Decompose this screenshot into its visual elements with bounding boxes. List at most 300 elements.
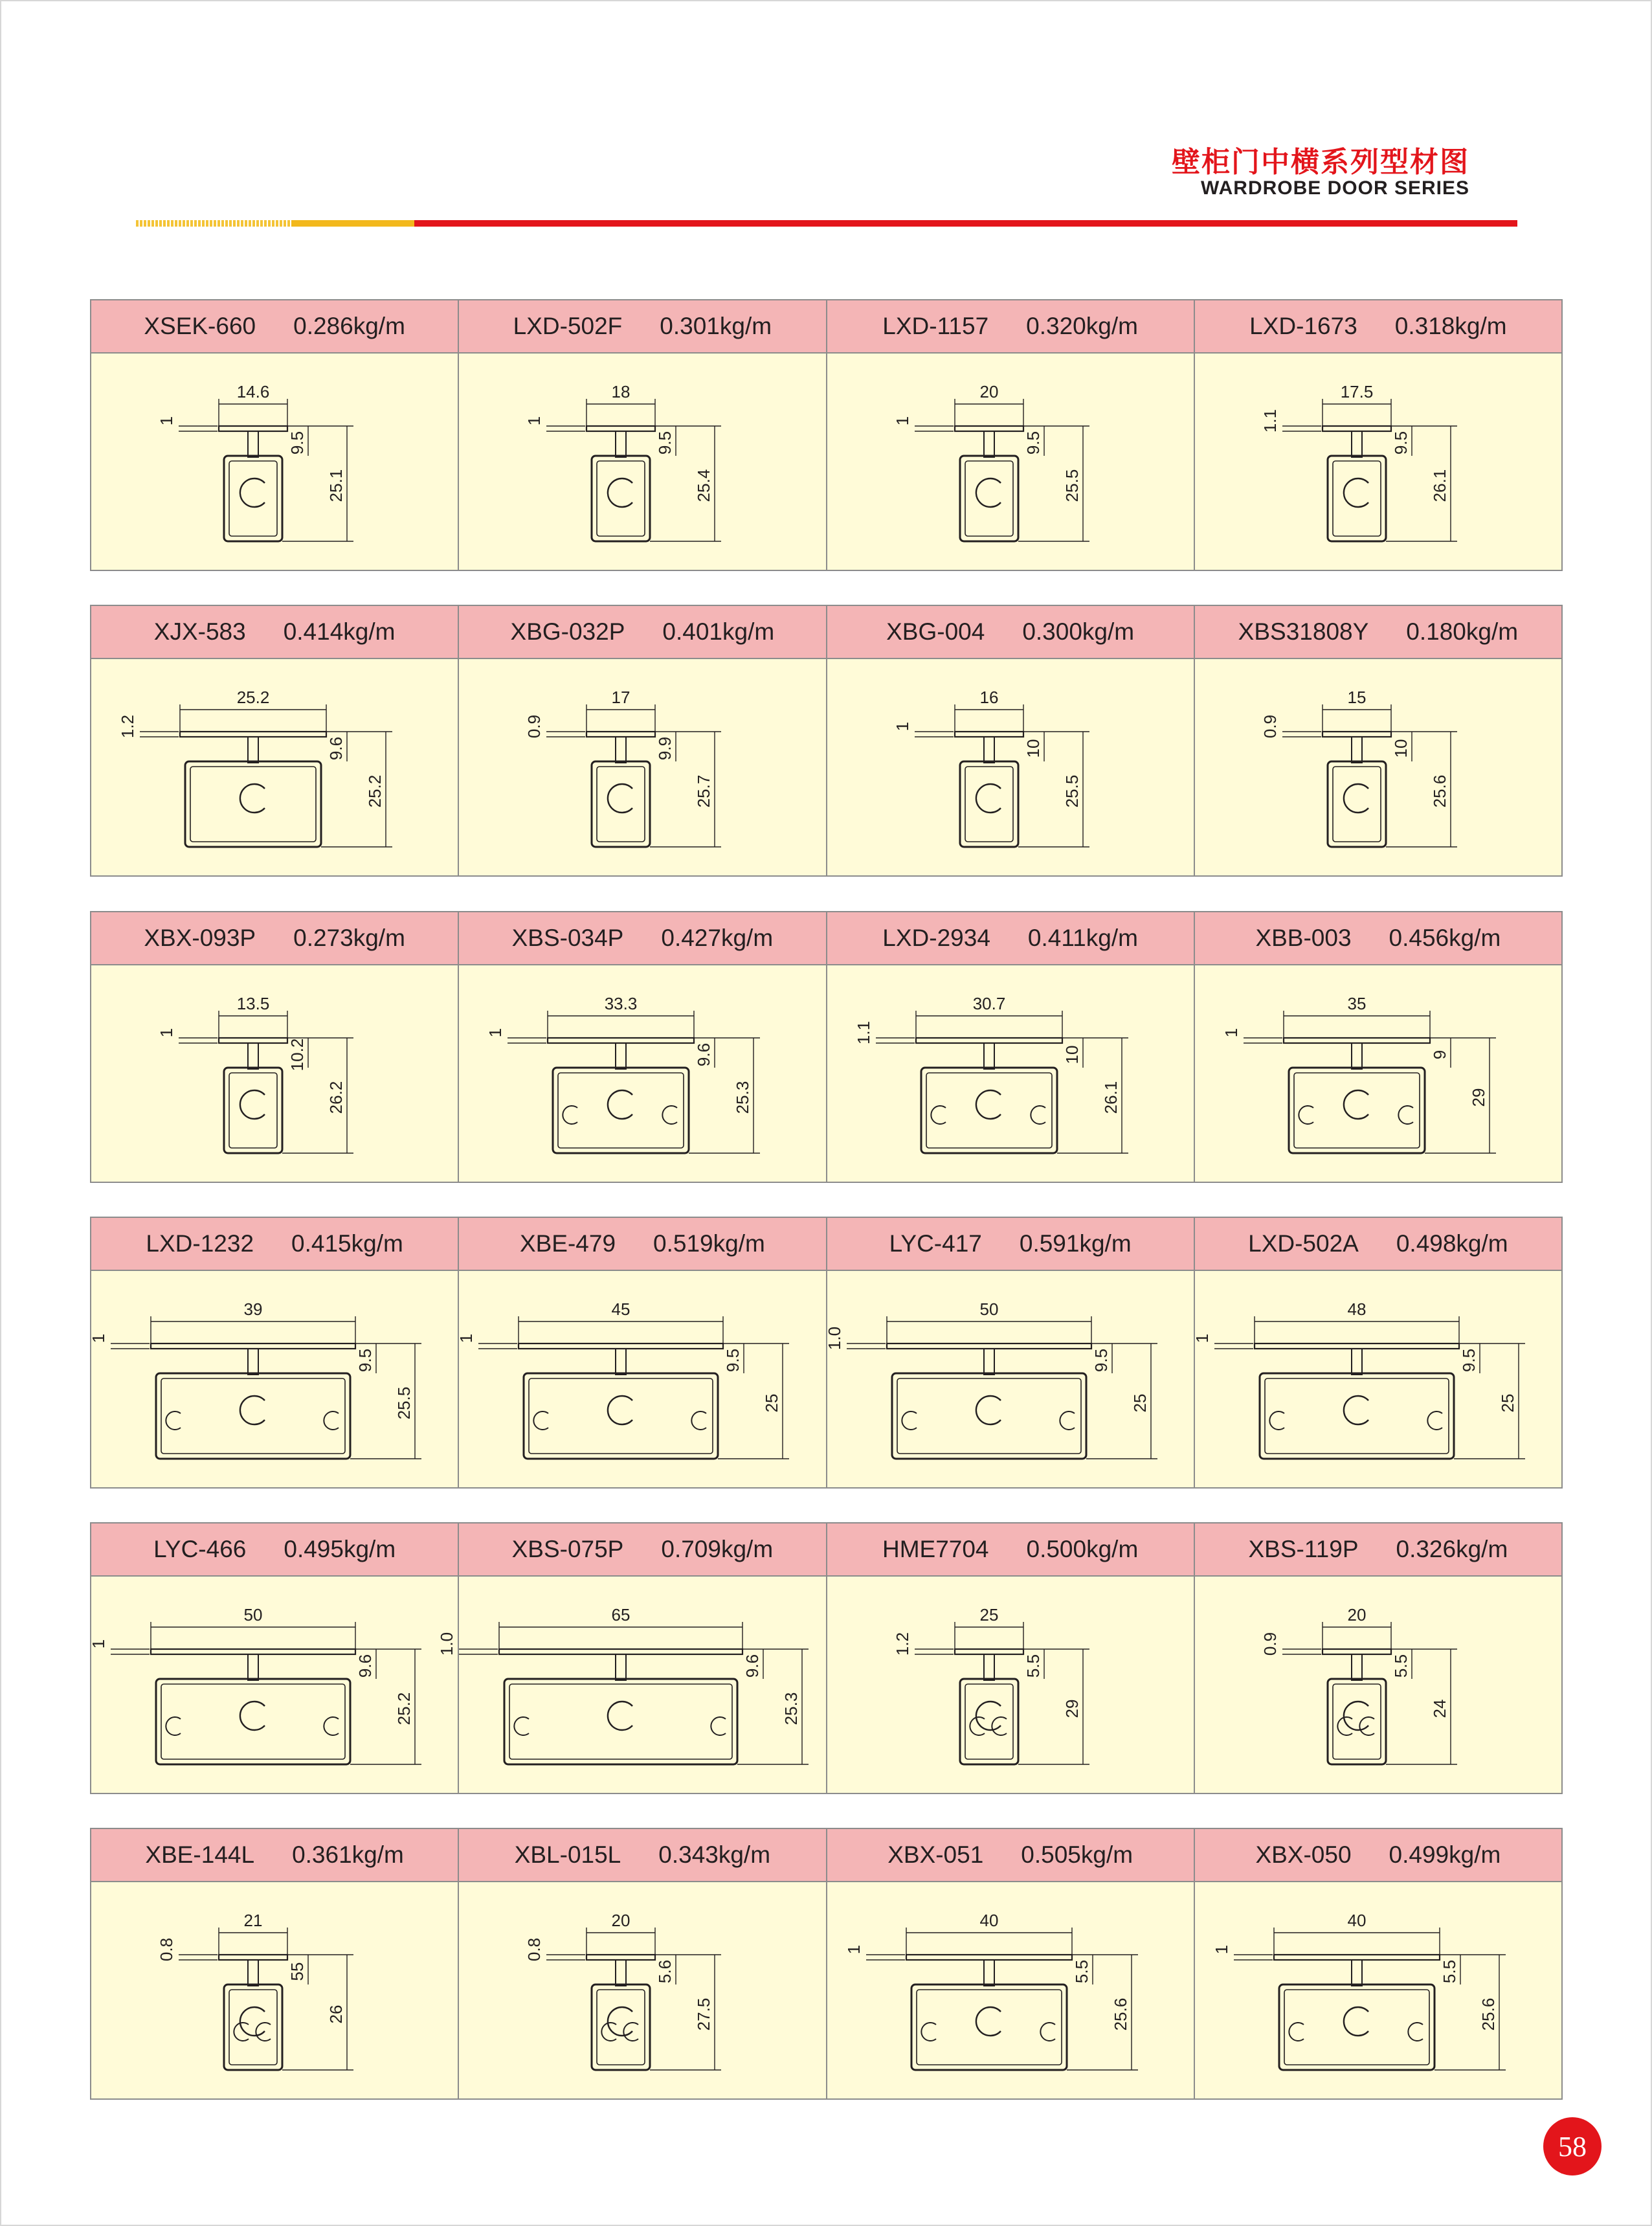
profile-header: [459, 606, 825, 659]
profile-cross-section-drawing: [1195, 965, 1563, 1183]
profile-card: [1195, 606, 1561, 875]
dimension-mid-label: 9.9: [655, 736, 675, 761]
dimension-width-label: 30.7: [972, 994, 1005, 1013]
profile-code: XBE-479: [519, 1230, 616, 1257]
profile-body-outline: [1289, 1068, 1425, 1153]
profile-inner-outline: [917, 1990, 1062, 2065]
profile-body-outline: [224, 1068, 282, 1153]
profile-code: XBG-004: [886, 618, 985, 645]
dimension-thickness-label: 1.0: [824, 1326, 844, 1351]
profile-inner-outline: [897, 1378, 1081, 1454]
profile-weight: 0.427kg/m: [661, 925, 774, 951]
profile-header: [1195, 1218, 1561, 1271]
dimension-mid-label: 9.5: [1458, 1348, 1479, 1373]
profile-card: [1195, 912, 1561, 1182]
profile-code: HME7704: [882, 1536, 989, 1562]
profile-header: [459, 1829, 825, 1882]
profile-drawing-area: [91, 659, 458, 875]
profile-stem: [984, 1960, 994, 1986]
screw-port: [608, 2007, 632, 2036]
profile-weight: 0.343kg/m: [658, 1841, 771, 1868]
profile-body-outline: [921, 1068, 1057, 1153]
profile-drawing-area: [91, 1882, 458, 2098]
dimension-mid-label: 55: [287, 1962, 307, 1981]
side-screw-port: [1299, 1106, 1313, 1124]
profile-top-flange: [1323, 732, 1391, 737]
profile-stem: [248, 1043, 258, 1069]
profile-top-flange: [906, 1955, 1072, 1960]
catalog-title-cn: 壁柜门中横系列型材图: [1172, 146, 1469, 179]
side-screw-port: [324, 1717, 339, 1735]
dimension-width-label: 20: [979, 382, 998, 401]
profile-inner-outline: [229, 461, 277, 536]
dimension-height-label: 25: [1497, 1393, 1517, 1413]
dimension-height-label: 25.5: [1062, 774, 1082, 808]
profile-body-outline: [911, 1984, 1067, 2070]
profile-body-outline: [960, 761, 1018, 847]
dimension-height-label: 25.5: [394, 1386, 414, 1420]
profile-body-outline: [553, 1068, 689, 1153]
profile-inner-outline: [229, 1073, 277, 1148]
profile-inner-outline: [597, 1990, 645, 2065]
profile-code: XBS31808Y: [1238, 618, 1369, 645]
side-screw-port: [1031, 1106, 1045, 1124]
profile-cross-section-drawing: [459, 659, 827, 877]
profile-card: [1192, 1218, 1561, 1487]
profile-body-outline: [156, 1373, 350, 1459]
profile-inner-outline: [529, 1378, 713, 1454]
dimension-height-label: 25.2: [394, 1692, 414, 1726]
profile-header: [1195, 1523, 1561, 1577]
profile-stem: [248, 1349, 258, 1375]
profile-card: [1195, 1829, 1561, 2098]
dimension-thickness-label: 1: [524, 416, 544, 426]
profile-body-outline: [592, 456, 650, 541]
profile-card: [827, 1829, 1195, 2098]
profile-body-outline: [1328, 1679, 1386, 1764]
screw-port: [1344, 478, 1368, 507]
dimension-height-label: 25.7: [694, 774, 714, 808]
profile-code: LYC-417: [889, 1230, 982, 1257]
profile-weight: 0.300kg/m: [1022, 618, 1135, 645]
dimension-height-label: 25.6: [1429, 774, 1449, 808]
profile-code: LYC-466: [153, 1536, 247, 1562]
profile-inner-outline: [1333, 767, 1381, 842]
profile-card: [91, 912, 459, 1182]
screw-port: [240, 478, 265, 507]
profile-header: [827, 606, 1194, 659]
profile-stem: [248, 1960, 258, 1986]
profile-inner-outline: [597, 767, 645, 842]
page-number: 58: [1543, 2117, 1602, 2175]
profile-code: XSEK-660: [144, 313, 256, 339]
profile-drawing-area: [827, 965, 1194, 1182]
profile-card: [459, 606, 827, 875]
profile-weight: 0.180kg/m: [1406, 618, 1519, 645]
screw-port: [240, 784, 265, 813]
profile-top-flange: [519, 1343, 723, 1349]
profile-header: [459, 1218, 825, 1271]
side-screw-port: [663, 1106, 678, 1124]
profile-weight: 0.273kg/m: [293, 925, 405, 951]
profile-top-flange: [219, 1955, 287, 1960]
profile-card: [1195, 1523, 1561, 1793]
profile-cross-section-drawing: [91, 965, 459, 1183]
profile-stem: [984, 737, 994, 763]
dimension-mid-label: 5.5: [1071, 1959, 1091, 1984]
profile-stem: [984, 1349, 994, 1375]
profile-top-flange: [151, 1649, 355, 1654]
screw-port: [608, 1702, 632, 1730]
dimension-width-label: 17.5: [1340, 382, 1374, 401]
profile-drawing-area: [827, 1577, 1194, 1793]
profile-cross-section-drawing: [824, 1271, 1195, 1489]
profile-drawing-area: [827, 659, 1194, 875]
profile-cross-section-drawing: [91, 354, 459, 571]
dimension-height-label: 25.5: [1062, 469, 1082, 502]
profile-drawing-area: [1195, 354, 1561, 570]
profile-header: [459, 912, 825, 965]
screw-port: [976, 1090, 1000, 1119]
side-screw-port: [1427, 1411, 1442, 1430]
profile-card: [827, 1523, 1195, 1793]
profile-code: LXD-502F: [513, 313, 623, 339]
dimension-height-label: 25.6: [1478, 1997, 1498, 2031]
profile-stem: [1352, 737, 1362, 763]
profile-drawing-area: [1195, 1577, 1561, 1793]
profile-card: [437, 1523, 827, 1793]
screw-port: [608, 1090, 632, 1119]
profile-code: XJX-583: [153, 618, 246, 645]
profile-code: XBL-015L: [514, 1841, 621, 1868]
profile-body-outline: [524, 1373, 718, 1459]
profile-drawing-area: [1195, 659, 1561, 875]
profile-inner-outline: [558, 1073, 684, 1148]
profile-code: XBS-075P: [511, 1536, 624, 1562]
profile-weight: 0.286kg/m: [293, 313, 405, 339]
profile-inner-outline: [597, 461, 645, 536]
dimension-width-label: 50: [243, 1605, 263, 1625]
profile-body-outline: [892, 1373, 1086, 1459]
profile-body-outline: [224, 456, 282, 541]
dimension-height-label: 25.6: [1110, 1997, 1130, 2031]
side-screw-port: [166, 1411, 181, 1430]
profile-card: [91, 1218, 459, 1487]
header-rule-gold: [291, 220, 414, 227]
catalog-row: [90, 299, 1563, 571]
profile-header: [91, 1523, 458, 1577]
profile-stem: [616, 737, 626, 763]
profile-inner-outline: [965, 767, 1013, 842]
profile-stem: [248, 737, 258, 763]
screw-port: [1344, 2007, 1368, 2036]
profile-top-flange: [586, 426, 655, 431]
dimension-mid-label: 5.5: [1439, 1959, 1459, 1984]
profile-code: XBG-032P: [510, 618, 625, 645]
profile-drawing-area: [459, 965, 825, 1182]
profile-top-flange: [219, 426, 287, 431]
dimension-height-label: 25.3: [733, 1081, 753, 1114]
dimension-thickness-label: 1.2: [892, 1632, 912, 1656]
profile-cross-section-drawing: [1195, 1577, 1563, 1794]
dimension-thickness-label: 1: [486, 1028, 506, 1038]
dimension-width-label: 65: [611, 1605, 631, 1625]
dimension-mid-label: 9.5: [287, 431, 307, 455]
profile-header: [1195, 606, 1561, 659]
dimension-height-label: 25.2: [365, 774, 385, 808]
screw-port: [240, 2007, 265, 2036]
dimension-height-label: 25.4: [694, 469, 714, 502]
profile-top-flange: [586, 1955, 655, 1960]
dimension-thickness-label: 1: [1221, 1028, 1241, 1038]
profile-cross-section-drawing: [827, 1882, 1195, 2100]
screw-port: [976, 1396, 1000, 1424]
profile-cross-section-drawing: [1192, 1271, 1563, 1489]
dimension-width-label: 20: [611, 1911, 631, 1930]
profile-stem: [616, 1043, 626, 1069]
dimension-thickness-label: 1: [157, 1028, 176, 1038]
profile-body-outline: [156, 1679, 350, 1764]
profile-inner-outline: [1294, 1073, 1420, 1148]
dimension-mid-label: 9.5: [1390, 431, 1411, 455]
profile-top-flange: [1323, 1649, 1391, 1654]
profile-top-flange: [887, 1343, 1091, 1349]
profile-body-outline: [960, 456, 1018, 541]
profile-card: [459, 300, 827, 570]
profile-stem: [1352, 1654, 1362, 1680]
profile-drawing-area: [91, 965, 458, 1182]
profile-card: [824, 1218, 1195, 1487]
profile-code: LXD-2934: [882, 925, 990, 951]
profile-weight: 0.401kg/m: [662, 618, 775, 645]
profile-drawing-area: [1195, 965, 1561, 1182]
profile-top-flange: [586, 732, 655, 737]
profile-weight: 0.498kg/m: [1396, 1230, 1508, 1257]
dimension-mid-label: 9: [1429, 1050, 1449, 1060]
profile-weight: 0.495kg/m: [284, 1536, 396, 1562]
profile-body-outline: [504, 1679, 737, 1764]
profile-weight: 0.499kg/m: [1389, 1841, 1501, 1868]
profile-weight: 0.326kg/m: [1396, 1536, 1508, 1562]
profile-header: [827, 1218, 1194, 1271]
dimension-mid-label: 9.5: [355, 1348, 375, 1373]
profile-top-flange: [151, 1343, 355, 1349]
dimension-thickness-label: 1: [1211, 1944, 1231, 1955]
profile-drawing-area: [459, 1882, 825, 2098]
profile-card: [456, 1218, 827, 1487]
dimension-width-label: 20: [1347, 1605, 1367, 1625]
dimension-mid-label: 9.5: [723, 1348, 743, 1373]
profile-body-outline: [1328, 761, 1386, 847]
screw-port: [1344, 1090, 1368, 1119]
profile-weight: 0.301kg/m: [660, 313, 772, 339]
profile-card: [827, 606, 1195, 875]
profile-stem: [984, 431, 994, 457]
catalog-row: [90, 1828, 1563, 2100]
profile-cross-section-drawing: [827, 965, 1195, 1183]
screw-port: [608, 784, 632, 813]
profile-cross-section-drawing: [456, 1271, 827, 1489]
profile-stem: [1352, 431, 1362, 457]
profile-top-flange: [955, 426, 1023, 431]
dimension-width-label: 39: [243, 1299, 263, 1319]
profile-card: [91, 1523, 459, 1793]
screw-port: [976, 1702, 1000, 1730]
profile-card: [827, 300, 1195, 570]
profile-card: [459, 1829, 827, 2098]
profile-cross-section-drawing: [827, 1577, 1195, 1794]
profile-header: [1195, 300, 1561, 354]
dimension-thickness-label: 1: [89, 1333, 108, 1343]
dimension-mid-label: 9.6: [742, 1654, 763, 1678]
dimension-thickness-label: 0.9: [524, 714, 544, 739]
dimension-thickness-label: 1: [892, 721, 912, 732]
dimension-height-label: 26.2: [326, 1081, 346, 1114]
profile-top-flange: [955, 732, 1023, 737]
profile-header: [459, 300, 825, 354]
profile-code: LXD-1232: [146, 1230, 254, 1257]
dimension-mid-label: 9.6: [694, 1042, 714, 1067]
profile-body-outline: [1279, 1984, 1434, 2070]
dimension-width-label: 50: [979, 1299, 998, 1319]
profile-stem: [616, 431, 626, 457]
side-screw-port: [902, 1411, 917, 1430]
profile-drawing-area: [459, 354, 825, 570]
profile-inner-outline: [965, 461, 1013, 536]
screw-port: [976, 2007, 1000, 2036]
dimension-height-label: 25: [762, 1393, 782, 1413]
profile-drawing-area: [1195, 1882, 1561, 2098]
dimension-width-label: 25: [979, 1605, 998, 1625]
profile-card: [459, 912, 827, 1182]
profile-weight: 0.414kg/m: [283, 618, 396, 645]
profile-body-outline: [960, 1679, 1018, 1764]
profile-inner-outline: [1333, 1684, 1381, 1759]
profile-top-flange: [955, 1649, 1023, 1654]
dimension-mid-label: 10.2: [287, 1038, 307, 1072]
profile-code: XBX-050: [1255, 1841, 1352, 1868]
profile-top-flange: [1284, 1038, 1430, 1043]
profile-top-flange: [219, 1038, 287, 1043]
dimension-width-label: 13.5: [236, 994, 270, 1013]
dimension-thickness-label: 0.9: [1260, 714, 1280, 739]
dimension-thickness-label: 0.8: [524, 1937, 544, 1962]
side-screw-port: [931, 1106, 946, 1124]
dimension-thickness-label: 1: [456, 1333, 476, 1343]
profile-code: LXD-1157: [882, 313, 989, 339]
catalog-row: [90, 1217, 1563, 1489]
dimension-thickness-label: 1: [843, 1944, 864, 1955]
profile-body-outline: [592, 761, 650, 847]
dimension-width-label: 17: [611, 688, 631, 707]
profile-header: [91, 912, 458, 965]
profile-weight: 0.591kg/m: [1019, 1230, 1132, 1257]
profile-header: [827, 300, 1194, 354]
side-screw-port: [711, 1717, 726, 1735]
screw-port: [608, 478, 632, 507]
profile-card: [827, 912, 1195, 1182]
dimension-mid-label: 9.5: [1091, 1348, 1111, 1373]
profile-top-flange: [499, 1649, 742, 1654]
profile-code: XBX-093P: [144, 925, 256, 951]
profile-drawing-area: [459, 659, 825, 875]
profile-stem: [248, 1654, 258, 1680]
dimension-thickness-label: 1.1: [853, 1020, 873, 1045]
profile-header: [827, 1523, 1194, 1577]
profile-cross-section-drawing: [1195, 354, 1563, 571]
profile-drawing-area: [1192, 1271, 1561, 1487]
profile-cross-section-drawing: [827, 354, 1195, 571]
profile-header: [827, 912, 1194, 965]
profile-stem: [616, 1960, 626, 1986]
profile-header: [459, 1523, 825, 1577]
profile-code: XBS-119P: [1248, 1536, 1359, 1562]
profile-header: [1195, 912, 1561, 965]
profile-inner-outline: [190, 767, 316, 842]
profile-drawing-area: [456, 1271, 825, 1487]
dimension-height-label: 26: [326, 2005, 346, 2024]
profile-cross-section-drawing: [459, 965, 827, 1183]
dimension-thickness-label: 0.8: [157, 1937, 176, 1962]
dimension-height-label: 27.5: [694, 1997, 714, 2031]
dimension-width-label: 15: [1347, 688, 1367, 707]
dimension-height-label: 26.1: [1429, 469, 1449, 502]
profile-cross-section-drawing: [91, 1577, 459, 1794]
dimension-mid-label: 9.5: [655, 431, 675, 455]
side-screw-port: [534, 1411, 549, 1430]
profile-drawing-area: [827, 1882, 1194, 2098]
dimension-mid-label: 10: [1023, 739, 1043, 758]
profile-header: [91, 300, 458, 354]
profile-weight: 0.320kg/m: [1026, 313, 1138, 339]
profile-weight: 0.361kg/m: [292, 1841, 404, 1868]
profile-card: [91, 1829, 459, 2098]
profile-code: XBB-003: [1255, 925, 1352, 951]
profile-code: LXD-502A: [1248, 1230, 1359, 1257]
dimension-thickness-label: 1: [892, 416, 912, 426]
header-rule-dotted: [136, 220, 291, 227]
profile-drawing-area: [91, 354, 458, 570]
profile-weight: 0.318kg/m: [1394, 313, 1507, 339]
profile-stem: [1352, 1043, 1362, 1069]
profile-top-flange: [548, 1038, 694, 1043]
side-screw-port: [515, 1717, 530, 1735]
profile-top-flange: [916, 1038, 1062, 1043]
dimension-width-label: 18: [611, 382, 631, 401]
screw-port: [976, 784, 1000, 813]
profile-weight: 0.456kg/m: [1389, 925, 1501, 951]
screw-port: [240, 1702, 265, 1730]
profile-cross-section-drawing: [1195, 1882, 1563, 2100]
profile-drawing-area: [91, 1577, 458, 1793]
side-screw-port: [921, 2023, 936, 2041]
dimension-height-label: 29: [1062, 1699, 1082, 1718]
dimension-thickness-label: 1.0: [437, 1632, 457, 1656]
profile-card: [91, 300, 459, 570]
profile-body-outline: [185, 761, 321, 847]
screw-port: [1344, 1396, 1368, 1424]
dimension-width-label: 33.3: [604, 994, 638, 1013]
dimension-height-label: 29: [1468, 1088, 1488, 1107]
profile-code: LXD-1673: [1249, 313, 1357, 339]
screw-port: [1344, 1702, 1368, 1730]
profile-inner-outline: [1265, 1378, 1449, 1454]
profile-header: [91, 1218, 458, 1271]
dimension-mid-label: 9.6: [326, 736, 346, 761]
dimension-mid-label: 9.6: [355, 1654, 375, 1678]
profile-inner-outline: [1333, 461, 1381, 536]
dimension-height-label: 24: [1429, 1699, 1449, 1718]
